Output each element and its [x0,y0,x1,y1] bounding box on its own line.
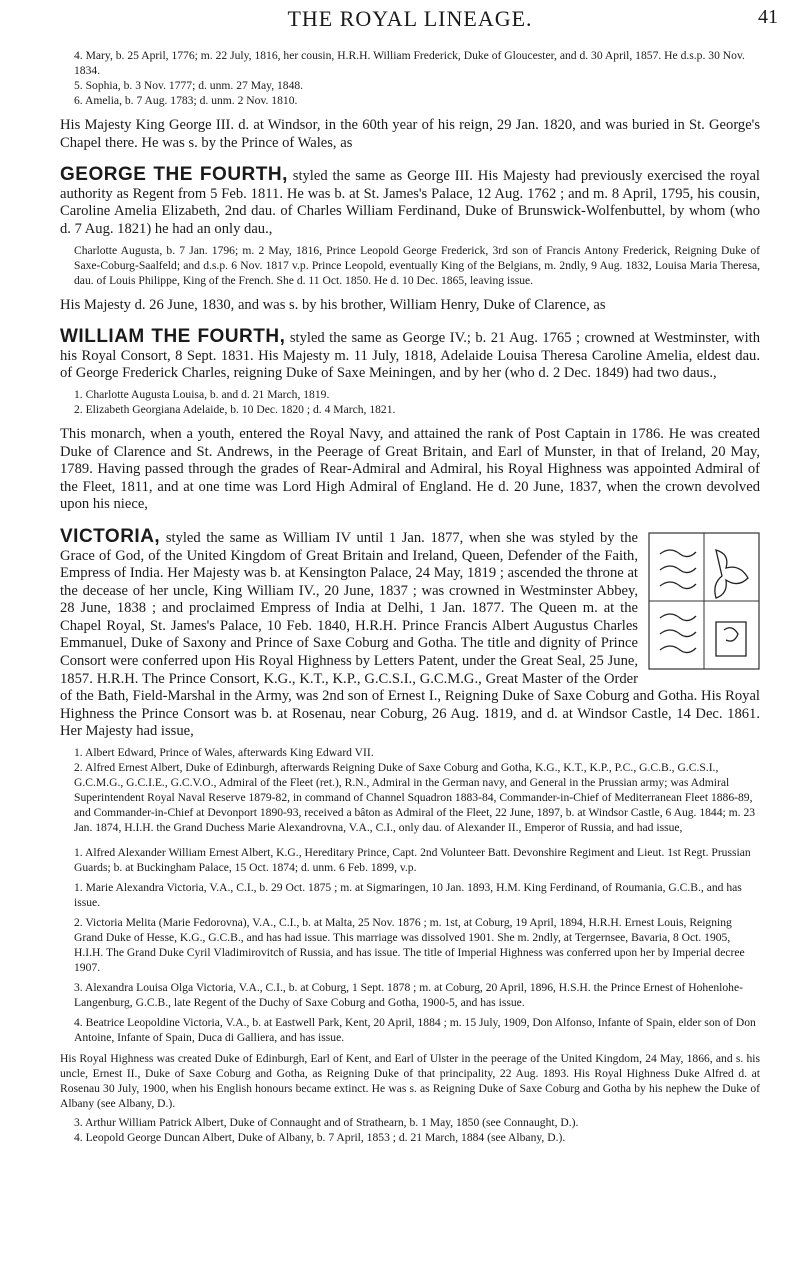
grandchild-entry: 3. Alexandra Louisa Olga Victoria, V.A., C.I., b. at Coburg, 1 Sept. 1878 ; m. at Coburg, 20 April, 1896, H.S.H. the Prince Ernest of Hohenlohe-Langenburg, G.C.B., late Regent of the Duchy of Saxe Coburg and Gotha, 1900-5, and has issue. [74,981,743,1010]
running-header [60,0,778,44]
alfred-children-list [60,845,760,1045]
george4-text: styled the same as George III. His Majesty had previously exercised the royal authority as Regent from 5 Feb. 1811. He was b. at St. James's Palace, 12 Aug. 1762 ; and m. 8 April, 1795, his cousin, Caroline Amelia Elizabeth, 2nd dau. of Charles William Ferdinand, Duke of Brunswick-Wolfenbuttel, by whom (who d. 7 Aug. 1821) he had an only dau., [60,168,760,237]
william4-section [60,328,760,383]
child-entry: 5. Sophia, b. 3 Nov. 1777; d. unm. 27 May, 1848. [74,79,304,92]
child-entry: 6. Amelia, b. 7 Aug. 1783; d. unm. 2 Nov. 1810. [74,94,298,107]
george4-daughter-entry: Charlotte Augusta, b. 7 Jan. 1796; m. 2 May, 1816, Prince Leopold George Frederick, 3rd son of Francis Antony Frederick, Reigning Duke of Saxe-Coburg-Saalfeld; and d.s.p. 6 Nov. 1817 v.p. Prince Leopold, eventually King of the Belgians, m. 2ndly, 9 Aug. 1832, Louisa Maria Theresa, dau. of Louis Philippe, King of the French. She d. 11 Oct. 1850. He d. 10 Dec. 1865, leaving issue. [74,243,760,287]
george4-section [60,166,760,238]
victoria-text: styled the same as William IV until 1 Jan. 1877, when she was styled by the Grace of God, of the United Kingdom of Great Britain and Ireland, Queen, Defender of the Faith, Empress of India. Her Majesty was b. at Kensington Palace, 24 May, 1819 ; ascended the throne at the decease of her uncle, King William IV., 20 June, 1837 ; was crowned in Westminster Abbey, 28 June, 1838 ; and proclaimed Empress of India at Delhi, 1 Jan. 1877. The Queen m. at the Chapel Royal, St. James's Palace, 10 Feb. 1840, H.R.H. Prince Francis Albert Augustus Charles Emmanuel, Duke of Saxony and Prince of Saxe Coburg and Gotha. The title and dignity of Prince Consort were conferred upon His Royal Highness by Letters Patent, under the Great Seal, 25 June, 1857. H.R.H. The Prince Consort, K.G., K.T., K.P., G.C.S.I., G.C.M.G., Great Master of the Order of the Bath, Field-Marshal in the Army, was 2nd son of Ernest I., Reigning Duke of Saxe Coburg and Gotha. His Royal Highness the Prince Consort was b. at Rosenau, near Coburg, 26 Aug. 1819, and d. at Windsor Castle, 14 Dec. 1861. Her Majesty had issue, [60,529,760,740]
royal-arms-icon [648,532,760,670]
issue-entry: 2. Alfred Ernest Albert, Duke of Edinburgh, afterwards Reigning Duke of Saxe Coburg and Gotha, K.G., K.T., K.P., P.C., G.C.B., G.C.S.I., G.C.M.G., G.C.I.E., G.C.V.O., Admiral of the Fleet (ret.), R.N., Admiral in the German navy, and General in the Prussian army; was Admiral Superintendent Royal Naval Reserve 1879-82, in command of Channel Squadron 1883-84, Commander-in-Chief of Mediterranean Fleet 1886-89, and Commander-in-Chief at Devonport 1890-93, received a bâton as Admiral of the Fleet, 22 June, 1897, b. at Windsor Castle, 6 Aug. 1844; m. 23 Jan. 1874, H.I.H. the Grand Duchess Marie Alexandrovna, V.A., C.I., only dau. of Alexander II., Emperor of Russia, and had issue, [74,761,756,835]
grandchild-entry: 1. Alfred Alexander William Ernest Albert, K.G., Hereditary Prince, Capt. 2nd Volunteer Batt. Devonshire Regiment and Lieut. 1st Regt. Prussian Guards; b. at Buckingham Palace, 15 Oct. 1874; d. unm. 6 Feb. 1899, v.p. [74,846,751,875]
victoria-section [60,525,760,741]
victoria-heading: VICTORIA, [60,525,161,547]
george3-death-paragraph: His Majesty King George III. d. at Windsor, in the 60th year of his reign, 29 Jan. 1820, and was buried in St. George's Chapel there. He was s. by the Prince of Wales, as [60,117,760,151]
william4-daughters-list [60,387,760,417]
grandchild-entry: 2. Victoria Melita (Marie Fedorovna), V.A., C.I., b. at Malta, 25 Nov. 1876 ; m. 1st, at Coburg, 19 April, 1894, H.R.H. Ernest Louis, Reigning Grand Duke of Hesse, K.G., G.C.B., and has had issue. This marriage was dissolved 1901. She m. 2ndly, at Tergernsee, Bavaria, 8 Oct. 1905, H.I.H. The Grand Duke Cyril Vladimirovitch of Russia, and has issue. The title of Imperial Highness was conferred upon her by Imperial decree 1907. [74,916,745,975]
issue-entry: 1. Albert Edward, Prince of Wales, afterwards King Edward VII. [74,746,374,760]
victoria-issue-list [60,745,760,835]
william4-career-paragraph: This monarch, when a youth, entered the Royal Navy, and attained the rank of Post Captain in 1786. He was created Duke of Clarence and St. Andrews, in the Peerage of Great Britain, and Earl of Munster, in that of Ireland, 20 May, 1789. Having passed through the grades of Rear-Admiral and Admiral, his Royal Highness was appointed Admiral of the Fleet, 1811, and at one time was Lord High Admiral of England. He d. 20 June, 1837, when the crown devolved upon his niece, [60,425,760,513]
alfred-note-paragraph: His Royal Highness was created Duke of Edinburgh, Earl of Kent, and Earl of Ulster in the peerage of the United Kingdom, 24 May, 1866, and s. his uncle, Ernest II., Duke of Saxe Coburg and Gotha, as Reigning Duke of that principality, 22 Aug. 1893. His Royal Highness Duke Alfred d. at Rosenau 30 July, 1900, when his English honours became extinct. He was s. as Reigning Duke of Saxe Coburg and Gotha by his nephew the Duke of Albany (see Albany, D.). [60,1052,760,1111]
william4-text: styled the same as George IV.; b. 21 Aug. 1765 ; crowned at Westminster, with his Royal Consort, 8 Sept. 1831. His Majesty m. 11 July, 1818, Adelaide Louisa Theresa Caroline Amelia, eldest dau. of George Frederick Charles, reigning Duke of Saxe Meiningen, and by her (who d. 2 Dec. 1849) had two daus., [60,330,760,382]
issue-entry: 4. Leopold George Duncan Albert, Duke of Albany, b. 7 April, 1853 ; d. 21 March, 1884 (see Albany, D.). [74,1131,566,1145]
issue-entry: 3. Arthur William Patrick Albert, Duke of Connaught and of Strathearn, b. 1 May, 1850 (see Connaught, D.). [74,1116,579,1130]
george4-heading: GEORGE THE FOURTH, [60,164,288,186]
grandchild-entry: 4. Beatrice Leopoldine Victoria, V.A., b. at Eastwell Park, Kent, 20 April, 1884 ; m. 15 July, 1909, Don Alfonso, Infante of Spain, elder son of Don Antoine, Infante of Spain, Duca di Galliera, and has issue. [74,1016,756,1045]
george3-children-list [60,48,760,108]
child-entry: 4. Mary, b. 25 April, 1776; m. 22 July, 1816, her cousin, H.R.H. William Frederick, Duke of Gloucester, and d. 30 April, 1857. He d.s.p. 30 Nov. 1834. [74,49,745,77]
grandchild-entry: 1. Marie Alexandra Victoria, V.A., C.I., b. 29 Oct. 1875 ; m. at Sigmaringen, 10 Jan. 1893, H.M. King Ferdinand, of Roumania, G.C.B., and has issue. [74,881,742,910]
page-number: 41 [758,6,778,28]
daughter-entry: 2. Elizabeth Georgiana Adelaide, b. 10 Dec. 1820 ; d. 4 March, 1821. [74,402,396,416]
william4-heading: WILLIAM THE FOURTH, [60,326,286,348]
page [60,0,778,1145]
victoria-more-issue-list [60,1115,760,1145]
george4-death-paragraph: His Majesty d. 26 June, 1830, and was s. by his brother, William Henry, Duke of Clarence, as [60,296,606,313]
page-header-title: THE ROYAL LINEAGE. [287,6,533,31]
daughter-entry: 1. Charlotte Augusta Louisa, b. and d. 21 March, 1819. [74,387,330,401]
